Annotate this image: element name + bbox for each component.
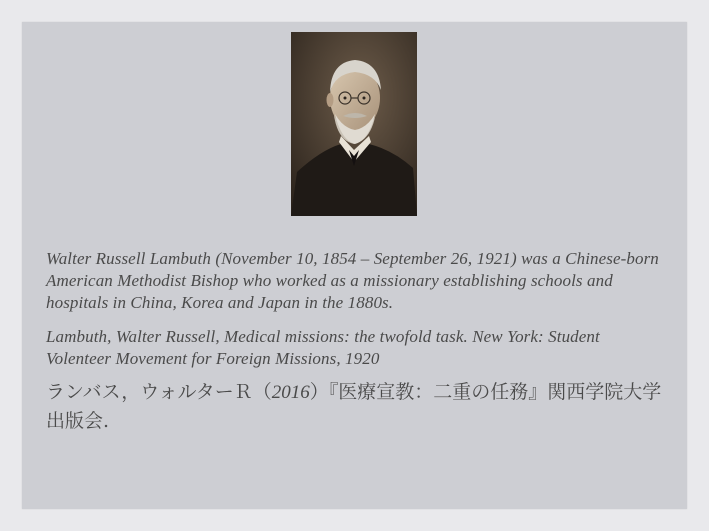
reference-paragraph: Lambuth, Walter Russell, Medical missions: the twofold task. New York: Student Volenteer Movement for Foreign Missions, 1920 (46, 327, 600, 368)
japanese-year: 2016 (271, 382, 310, 403)
japanese-reference (46, 378, 666, 435)
japanese-author: ランバス，ウォルターＲ（ (46, 381, 272, 403)
slide-text (46, 248, 666, 435)
portrait-photo (291, 32, 417, 216)
bio-paragraph: Walter Russell Lambuth (November 10, 1854 – September 26, 1921) was a Chinese-born American Methodist Bishop who worked as a missionary establishing schools and hospitals in China, Korea and Japan in the 1880s. (46, 249, 659, 312)
slide (22, 22, 687, 509)
japanese-title-publisher: ）『医療宣教：二重の任務』関西学院大学出版会. (46, 381, 662, 432)
portrait-icon (291, 32, 417, 216)
